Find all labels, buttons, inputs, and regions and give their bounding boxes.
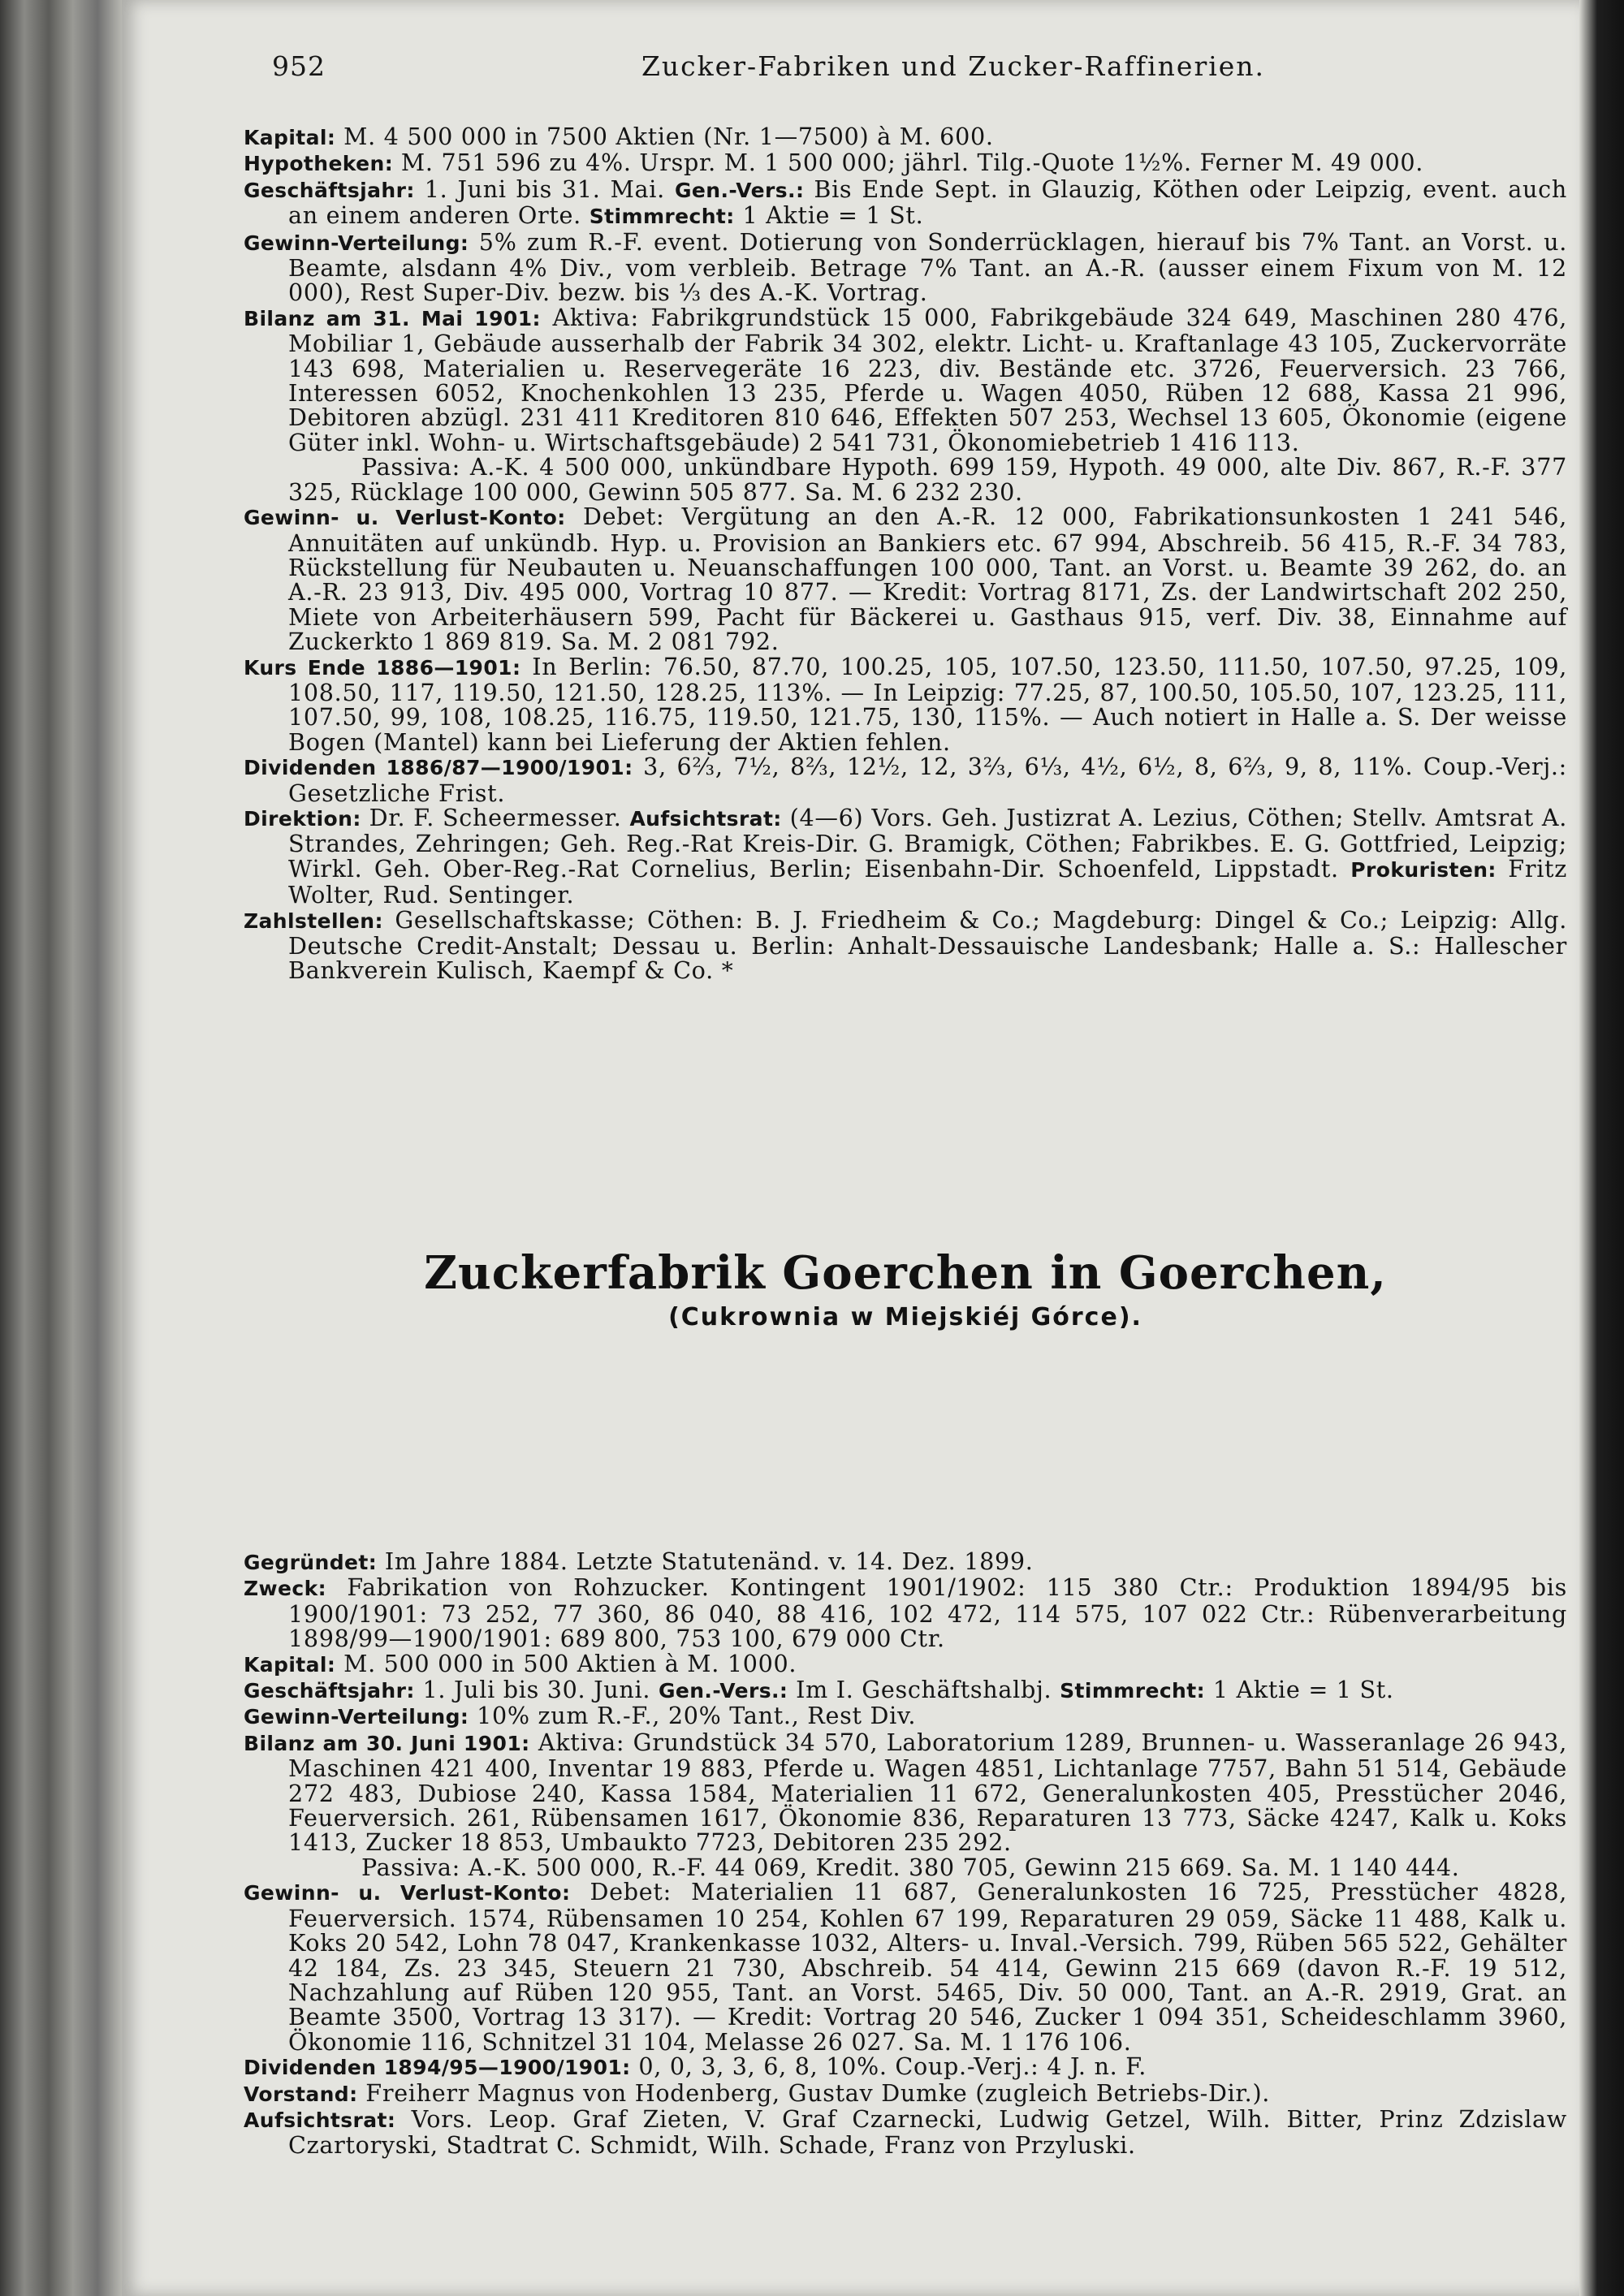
entry-kurs: Kurs Ende 1886—1901: In Berlin: 76.50, 87.70, 100.25, 105, 107.50, 123.50, 111.50, 107.50, 97.25, 109, 108.50, 117, 119.50, 121.50, 128.25, 113%. — In Leipzig: 77.25, 87, 100.50, 105.50, 107, 123.25, 111, 107.50, 99, 108, 108.25, 116.75, 119.50, 121.75, 130, 115%. — Auch notiert in Halle a. S. Der weisse Bogen (Mantel) kann bei Lieferung der Aktien fehlen. [244, 652, 1568, 756]
entry-bilanz: Bilanz am 31. Mai 1901: Aktiva: Fabrikgrundstück 15 000, Fabrikgebäude 324 649, Maschinen 280 476, Mobiliar 1, Gebäude ausserhalb der Fabrik 34 302, elektr. Licht- u. Kraftanlage 43 105, Zuckervorräte 143 698, Materialien u. Reservegeräte 16 223, div. Bestände etc. 3726, Feuerversich. 23 766, Interessen 6052, Knochenkohlen 13 235, Pferde u. Wagen 4050, Rüben 12 688, Kassa 21 996, Debitoren abzügl. 231 411 Kreditoren 810 646, Effekten 507 253, Wechsel 13 605, Ökonomie (eigene Güter inkl. Wohn- u. Wirtschaftsgebäude) 2 541 731, Ökonomiebetrieb 1 416 113. [244, 303, 1568, 456]
entry-passiva: Passiva: A.-K. 500 000, R.-F. 44 069, Kredit. 380 705, Gewinn 215 669. Sa. M. 1 140 444. [361, 1853, 1460, 1881]
entry-geschaeftsjahr: Geschäftsjahr: 1. Juni bis 31. Mai. Gen.-Vers.: Bis Ende Sept. in Glauzig, Köthen oder Leipzig, event. auch an einem anderen Orte. Stimmrecht: 1 Aktie = 1 St. [244, 175, 1567, 230]
book-spine-shadow [0, 0, 122, 2296]
entry-passiva: Passiva: A.-K. 4 500 000, unkündbare Hypoth. 699 159, Hypoth. 49 000, alte Div. 867, R.-F. 377 325, Rücklage 100 000, Gewinn 505 877. Sa. M. 6 232 230. [288, 453, 1567, 506]
entry-vorstand: Vorstand: Freiherr Magnus von Hodenberg, Gustav Dumke (zugleich Betriebs-Dir.). [244, 2078, 1271, 2107]
company-title: Zuckerfabrik Goerchen in Goerchen, [424, 1246, 1387, 1300]
entry-dividenden: Dividenden 1894/95—1900/1901: 0, 0, 3, 3, 6, 8, 10%. Coup.-Verj.: 4 J. n. F. [244, 2052, 1147, 2081]
entry-kapital: Kapital: M. 500 000 in 500 Aktien à M. 1000. [244, 1649, 797, 1677]
page-number: 952 [272, 50, 326, 82]
entry-gewinn-verteilung: Gewinn-Verteilung: 5% zum R.-F. event. Dotierung von Sonderrücklagen, hierauf bis 7% Tant. an Vorst. u. Beamte, alsdann 4% Div., vom verbleib. Betrage 7% Tant. an A.-R. (ausser einem Fixum von M. 12 000), Rest Super-Div. bezw. bis ⅓ des A.-K. Vortrag. [244, 227, 1567, 307]
entry-direktion: Direktion: Dr. F. Scheermesser. Aufsichtsrat: (4—6) Vors. Geh. Justizrat A. Lezius, Cöthen; Stellv. Amtsrat A. Strandes, Zehringen; Geh. Reg.-Rat Kreis-Dir. G. Bramigk, Cöthen; Fabrikbes. E. G. Gottfried, Leipzig; Wirkl. Geh. Ober-Reg.-Rat Cornelius, Berlin; Eisenbahn-Dir. Schoenfeld, Lippstadt. Prokuristen: Fritz Wolter, Rud. Sentinger. [244, 803, 1568, 909]
entry-gewinn-verlust-konto: Gewinn- u. Verlust-Konto: Debet: Materialien 11 687, Generalunkosten 16 725, Presstücher 4828, Feuerversich. 1574, Rübensamen 10 254, Kohlen 67 199, Reparaturen 29 059, Säcke 11 488, Kalk u. Koks 20 542, Lohn 78 047, Krankenkasse 1032, Alters- u. Inval.-Versich. 799, Rüben 565 522, Gehälter 42 184, Zs. 23 345, Steuern 21 730, Abschreib. 54 414, Gewinn 215 669 (davon R.-F. 19 512, Nachzahlung auf Rüben 120 955, Tant. an Vorst. 5465, Div. 50 000, Tant. an A.-R. 2919, Grat. an Beamte 3500, Vortrag 13 317). — Kredit: Vortrag 20 546, Zucker 1 094 351, Scheideschlamm 3960, Ökonomie 116, Schnitzel 31 104, Melasse 26 027. Sa. M. 1 176 106. [244, 1878, 1567, 2056]
entry-gewinn-verteilung: Gewinn-Verteilung: 10% zum R.-F., 20% Tant., Rest Div. [244, 1702, 917, 1730]
entry-zweck: Zweck: Fabrikation von Rohzucker. Kontingent 1901/1902: 115 380 Ctr.: Produktion 1894/95 bis 1900/1901: 73 252, 77 360, 86 040, 88 416, 102 472, 114 575, 107 022 Ctr.: Rübenverarbeitung 1898/99—1900/1901: 689 800, 753 100, 679 000 Ctr. [244, 1573, 1567, 1653]
entry-dividenden: Dividenden 1886/87—1900/1901: 3, 6⅔, 7½, 8⅔, 12½, 12, 3⅔, 6⅓, 4½, 6½, 8, 6⅔, 9, 8, 11%. Coup.-Verj.: Gesetzliche Frist. [244, 753, 1568, 807]
entry-hypotheken: Hypotheken: M. 751 596 zu 4%. Urspr. M. 1 500 000; jährl. Tilg.-Quote 1½%. Ferner M. 49 000. [244, 149, 1424, 177]
entry-gegruendet: Gegründet: Im Jahre 1884. Letzte Statutenänd. v. 14. Dez. 1899. [244, 1547, 1034, 1575]
entry-zahlstellen: Zahlstellen: Gesellschaftskasse; Cöthen: B. J. Friedheim & Co.; Magdeburg: Dingel & Co.; Leipzig: Allg. Deutsche Credit-Anstalt; Dessau u. Berlin: Anhalt-Dessauische Landesbank; Halle a. S.: Hallescher Bankverein Kulisch, Kaempf & Co. * [244, 905, 1567, 985]
footnote-mark: * [721, 957, 734, 985]
page-edge [1579, 0, 1624, 2296]
company-subtitle: (Cukrownia w Miejskiéj Górce). [668, 1303, 1142, 1331]
running-title: Zucker-Fabriken und Zucker-Raffinerien. [641, 50, 1266, 82]
company-entry-previous [244, 124, 1567, 984]
page-header [272, 50, 1555, 91]
entry-aufsichtsrat: Aufsichtsrat: Vors. Leop. Graf Zieten, V. Graf Czarnecki, Ludwig Getzel, Wilh. Bitter, Prinz Zdzislaw Czartoryski, Stadtrat C. Schmidt, Wilh. Schade, Franz von Przyluski. [244, 2104, 1567, 2160]
entry-gewinn-verlust-konto: Gewinn- u. Verlust-Konto: Debet: Vergütung an den A.-R. 12 000, Fabrikationsunkosten 1 241 546, Annuitäten auf unkündb. Hyp. u. Provision an Bankiers etc. 67 994, Abschreib. 56 415, R.-F. 34 783, Rückstellung für Neubauten u. Neuanschaffungen 100 000, Tant. an Vorst. u. Beamte 39 262, do. an A.-R. 23 913, Div. 495 000, Vortrag 10 877. — Kredit: Vortrag 8171, Zs. der Landwirtschaft 202 250, Miete von Arbeiterhäusern 599, Pacht für Bäckerei u. Gasthaus 915, verf. Div. 38, Einnahme auf Zuckerkto 1 869 819. Sa. M. 2 081 792. [244, 503, 1567, 656]
entry-geschaeftsjahr: Geschäftsjahr: 1. Juli bis 30. Juni. Gen.-Vers.: Im I. Geschäftshalbj. Stimmrecht: 1 Aktie = 1 St. [244, 1676, 1394, 1704]
company-entry-goerchen [244, 1549, 1567, 2158]
entry-bilanz: Bilanz am 30. Juni 1901: Aktiva: Grundstück 34 570, Laboratorium 1289, Brunnen- u. Wasseranlage 26 943, Maschinen 421 400, Inventar 19 883, Pferde u. Wagen 4851, Lichtanlage 7757, Bahn 51 514, Gebäude 272 483, Dubiose 240, Kassa 1584, Materialien 11 672, Generalunkosten 405, Presstücher 2046, Feuerversich. 261, Rübensamen 1617, Ökonomie 836, Reparaturen 13 773, Säcke 4247, Kalk u. Koks 1413, Zucker 18 853, Umbaukto 7723, Debitoren 235 292. [244, 1728, 1567, 1857]
entry-kapital: Kapital: M. 4 500 000 in 7500 Aktien (Nr. 1—7500) à M. 600. [244, 123, 994, 150]
